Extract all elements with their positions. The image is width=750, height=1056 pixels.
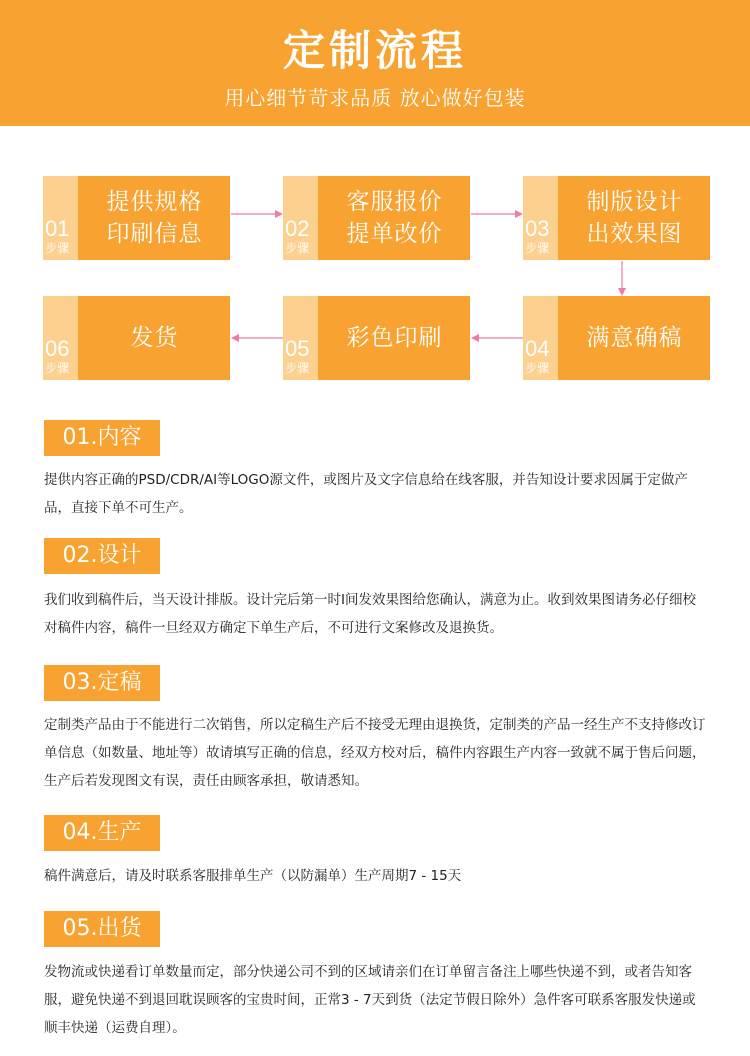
step-number: 02 <box>285 216 310 241</box>
step-unit: 步骤 <box>45 241 70 255</box>
section-title-content: 01.内容 <box>44 420 160 456</box>
step-unit: 步骤 <box>285 361 310 375</box>
step-unit: 步骤 <box>45 361 70 375</box>
step-unit: 步骤 <box>525 241 550 255</box>
step-line1: 提供规格 <box>106 189 203 215</box>
step-line1: 彩色印刷 <box>346 325 443 351</box>
header-banner <box>0 0 750 126</box>
step-04 <box>523 296 710 380</box>
arrow-right-icon <box>471 210 523 218</box>
step-text <box>83 296 226 380</box>
step-02 <box>283 176 470 260</box>
step-text <box>563 176 706 260</box>
step-text <box>83 176 226 260</box>
step-unit: 步骤 <box>285 241 310 255</box>
step-line2: 印刷信息 <box>106 221 203 247</box>
page-subtitle: 用心细节苛求品质 放心做好包装 <box>224 86 526 110</box>
step-line1: 客服报价 <box>346 189 443 215</box>
step-number: 06 <box>45 336 70 361</box>
step-number: 04 <box>525 336 550 361</box>
step-line1: 发货 <box>130 325 179 351</box>
step-06 <box>43 296 230 380</box>
section-title-design: 02.设计 <box>44 538 160 574</box>
step-05 <box>283 296 470 380</box>
step-line2: 出效果图 <box>586 221 683 247</box>
page-title: 定制流程 <box>282 26 467 75</box>
section-body-finalize: 定制类产品由于不能进行二次销售，所以定稿生产后不接受无理由退换货，定制类的产品一经生产不支持修改订单信息（如数量、地址等）故请填写正确的信息，经双方校对后，稿件内容跟生产内容一致就不属于售后问题，生产后若发现图文有误，责任由顾客承担，敬请悉知。 <box>44 717 706 789</box>
step-unit: 步骤 <box>525 361 550 375</box>
step-01 <box>43 176 230 260</box>
step-text <box>563 296 706 380</box>
section-title-finalize: 03.定稿 <box>44 665 160 701</box>
step-03 <box>523 176 710 260</box>
step-line2: 提单改价 <box>346 221 443 247</box>
step-text <box>323 296 466 380</box>
step-number: 03 <box>525 216 550 241</box>
section-body-design: 我们收到稿件后，当天设计排版。设计完后第一时I间发效果图给您确认，满意为止。收到效果图请务必仔细校对稿件内容，稿件一旦经双方确定下单生产后，不可进行文案修改及退换货。 <box>44 592 696 636</box>
step-line1: 满意确稿 <box>586 325 683 351</box>
section-title-production: 04.生产 <box>44 815 160 851</box>
step-text <box>323 176 466 260</box>
section-body-shipping: 发物流或快递看订单数量而定，部分快递公司不到的区域请亲们在订单留言备注上哪些快递不到，或者告知客服，避免快递不到退回耽误顾客的宝贵时间，正常3 - 7天到货（法定节假日除外）急件客可联系客服发快递或顺丰快递（运费自理）。 <box>44 964 696 1036</box>
arrow-down-icon <box>618 261 626 296</box>
section-title-shipping: 05.出货 <box>44 911 160 947</box>
step-number: 05 <box>285 336 310 361</box>
section-body-content: 提供内容正确的PSD/CDR/AI等LOGO源文件，或图片及文字信息给在线客服，并告知设计要求因属于定做产品，直接下单不可生产。 <box>44 472 688 516</box>
step-number: 01 <box>45 216 70 241</box>
arrow-left-icon <box>471 334 523 342</box>
step-line1: 制版设计 <box>586 189 683 215</box>
section-body-production: 稿件满意后，请及时联系客服排单生产（以防漏单）生产周期7 - 15天 <box>44 868 462 884</box>
arrow-right-icon <box>231 210 283 218</box>
arrow-left-icon <box>231 334 283 342</box>
